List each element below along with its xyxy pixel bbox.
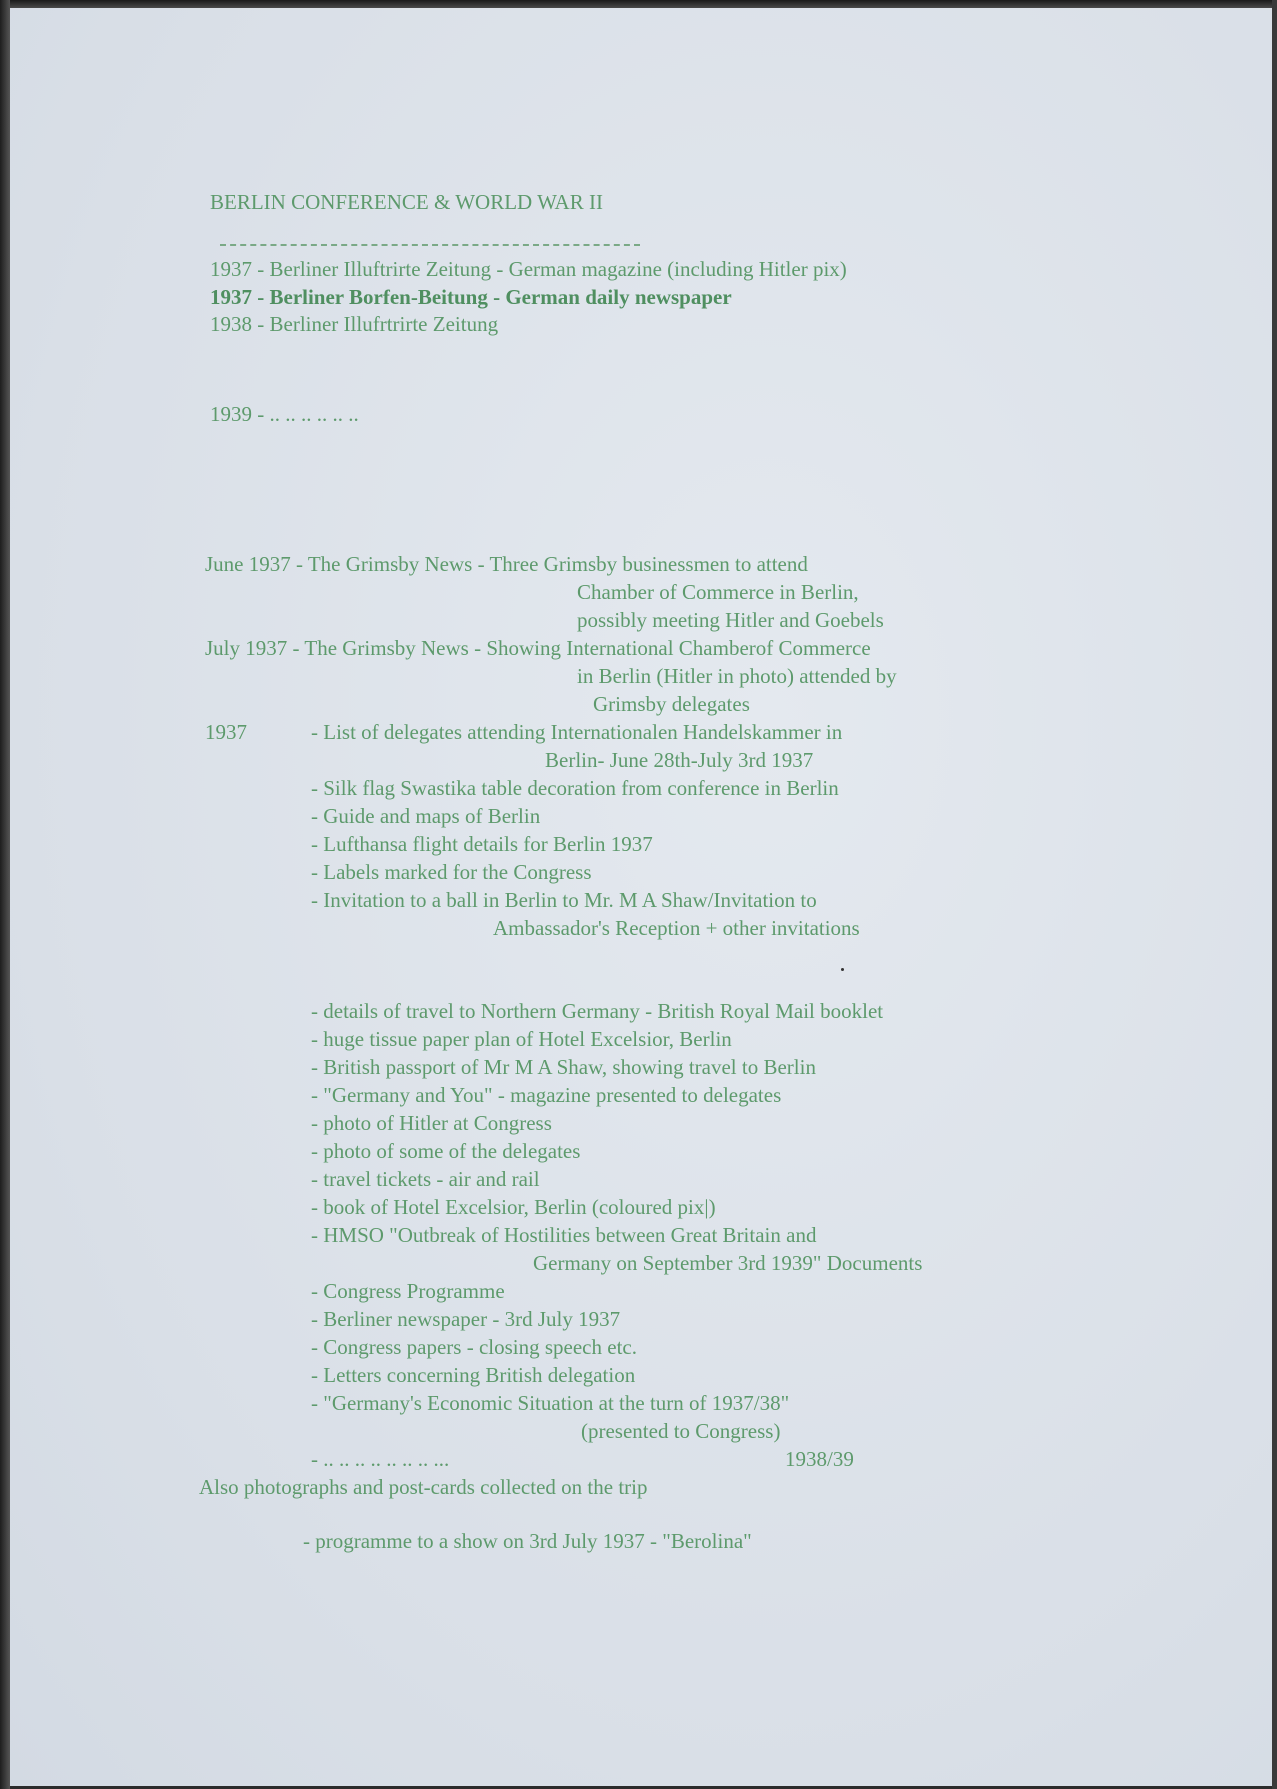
entry-1939: 1939 - .. .. .. .. .. .. (210, 402, 359, 426)
list-item-lufthansa: - Lufthansa flight details for Berlin 1937 (311, 832, 653, 856)
list-item-berliner-newspaper: - Berliner newspaper - 3rd July 1937 (311, 1307, 621, 1331)
list-item-berolina: - programme to a show on 3rd July 1937 - "Berolina" (303, 1529, 752, 1553)
list-item-congress-programme: - Congress Programme (311, 1279, 505, 1303)
list-item-invitation-cont: Ambassador's Reception + other invitations (493, 916, 860, 940)
list-item-hmso: - HMSO "Outbreak of Hostilities between Great Britain and (311, 1223, 817, 1247)
list-item-photo-hitler: - photo of Hitler at Congress (311, 1111, 552, 1135)
list-item-travel-tickets: - travel tickets - air and rail (311, 1167, 540, 1191)
list-item-letters: - Letters concerning British delegation (311, 1363, 636, 1387)
list-item-silk-flag: - Silk flag Swastika table decoration from conference in Berlin (311, 776, 839, 800)
entry-june-1937-cont1: Chamber of Commerce in Berlin, (577, 580, 859, 604)
list-item-delegates-cont: Berlin- June 28th-July 3rd 1937 (545, 748, 814, 772)
entry-july-1937: July 1937 - The Grimsby News - Showing International Chamberof Commerce (205, 636, 871, 660)
list-item-guide-maps: - Guide and maps of Berlin (311, 804, 541, 828)
entry-1937-label: 1937 (205, 720, 247, 744)
title-underline (220, 244, 640, 246)
paper-speck (841, 968, 844, 971)
scan-edge-right (1272, 0, 1277, 1789)
list-item-dotted: - .. .. .. .. .. .. .. ... (311, 1447, 450, 1471)
entry-1938-illustrirte: 1938 - Berliner Illufrtrirte Zeitung (210, 312, 499, 336)
list-item-hotel-book: - book of Hotel Excelsior, Berlin (coloured pix|) (311, 1195, 716, 1219)
list-item-invitation: - Invitation to a ball in Berlin to Mr. M A Shaw/Invitation to (311, 888, 817, 912)
list-item-travel-details: - details of travel to Northern Germany - British Royal Mail booklet (311, 999, 884, 1023)
entry-1937-illustrirte: 1937 - Berliner Illuftrirte Zeitung - German magazine (including Hitler pix) (210, 257, 847, 281)
entry-june-1937-cont2: possibly meeting Hitler and Goebels (577, 608, 884, 632)
entry-july-1937-cont1: in Berlin (Hitler in photo) attended by (577, 664, 897, 688)
list-item-economic-situation: - "Germany's Economic Situation at the turn of 1937/38" (311, 1391, 790, 1415)
also-photographs-note: Also photographs and post-cards collected on the trip (199, 1475, 648, 1499)
list-item-germany-and-you: - "Germany and You" - magazine presented to delegates (311, 1083, 782, 1107)
list-item-dotted-year: 1938/39 (785, 1447, 854, 1471)
scan-edge-left (0, 0, 10, 1789)
list-item-tissue-plan: - huge tissue paper plan of Hotel Excelsior, Berlin (311, 1027, 732, 1051)
list-item-photo-delegates: - photo of some of the delegates (311, 1139, 581, 1163)
document-page (10, 8, 1272, 1786)
entry-july-1937-cont2: Grimsby delegates (593, 692, 750, 716)
list-item-labels: - Labels marked for the Congress (311, 860, 592, 884)
scan-edge-top (0, 0, 1277, 8)
entry-june-1937: June 1937 - The Grimsby News - Three Grimsby businessmen to attend (205, 552, 808, 576)
list-item-economic-situation-cont: (presented to Congress) (581, 1419, 781, 1443)
list-item-passport: - British passport of Mr M A Shaw, showing travel to Berlin (311, 1055, 816, 1079)
list-item-hmso-cont: Germany on September 3rd 1939" Documents (533, 1251, 923, 1275)
list-item-delegates: - List of delegates attending Internationalen Handelskammer in (311, 720, 843, 744)
document-title: BERLIN CONFERENCE & WORLD WAR II (210, 190, 603, 214)
list-item-congress-papers: - Congress papers - closing speech etc. (311, 1335, 637, 1359)
entry-1937-borfen: 1937 - Berliner Borfen-Beitung - German daily newspaper (210, 285, 732, 309)
